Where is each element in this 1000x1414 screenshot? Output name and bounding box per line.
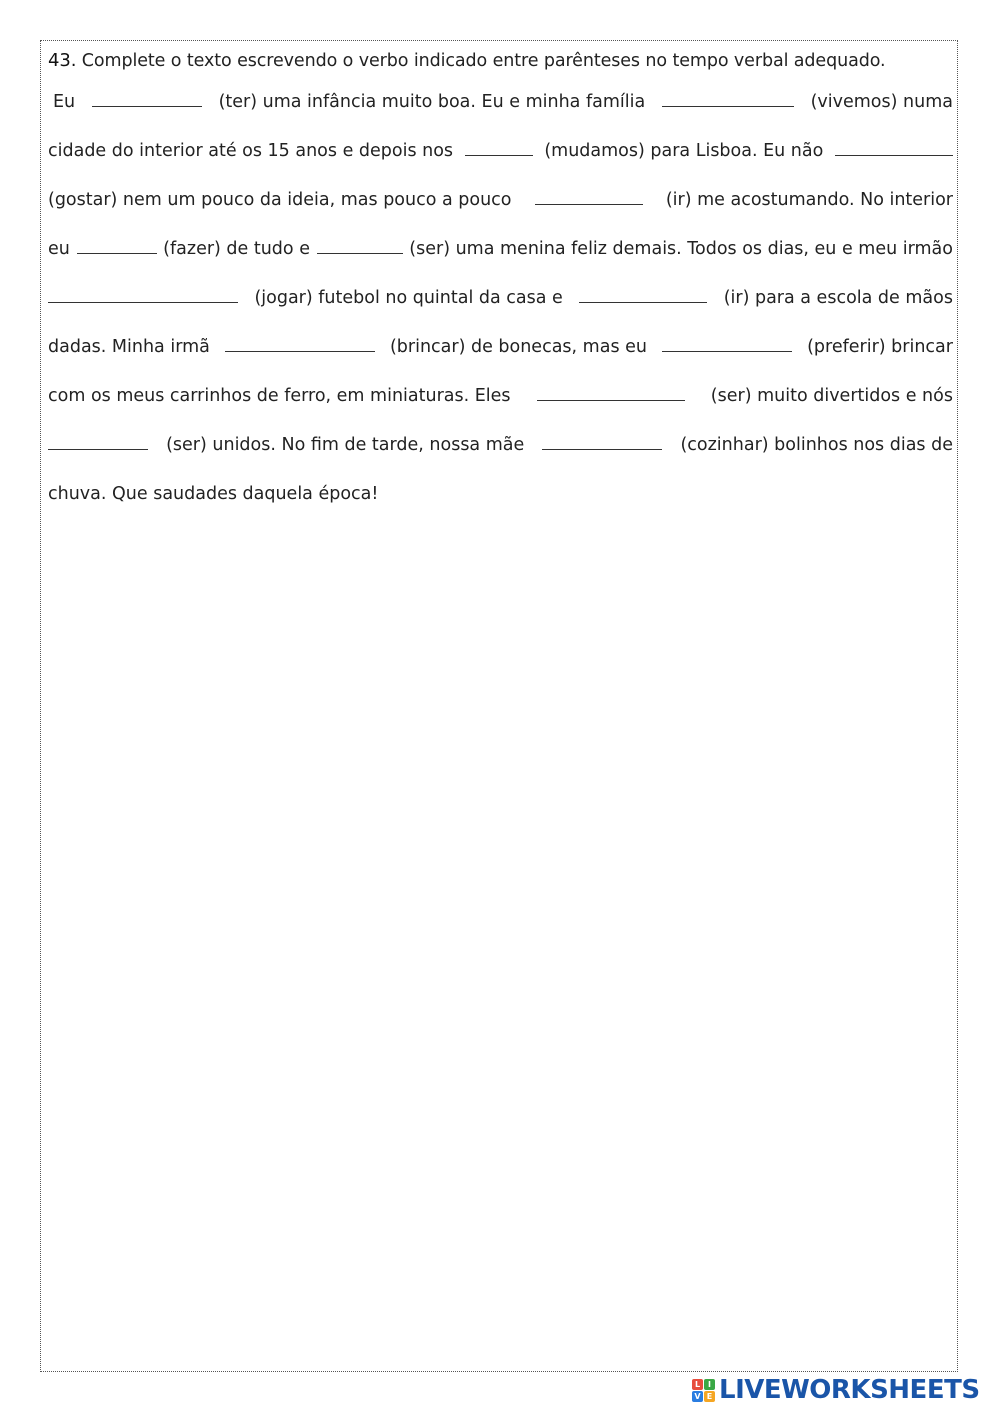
answer-blank[interactable] bbox=[662, 88, 794, 107]
line-text: Eu bbox=[53, 92, 76, 112]
line-text: (cozinhar) bolinhos nos dias de bbox=[680, 435, 953, 455]
line-text: (fazer) de tudo e bbox=[163, 239, 310, 259]
line-text: (ser) uma menina feliz demais. Todos os dias, eu e meu irmão bbox=[409, 239, 953, 259]
line-text: cidade do interior até os 15 anos e depois nos bbox=[48, 141, 454, 161]
line-text: (mudamos) para Lisboa. Eu não bbox=[544, 141, 824, 161]
logo-badge-icon bbox=[692, 1379, 715, 1402]
exercise-number: 43. bbox=[48, 50, 77, 71]
line-text: eu bbox=[48, 239, 70, 259]
text-line-7 bbox=[48, 382, 953, 408]
logo-text: LIVEWORKSHEETS bbox=[719, 1375, 980, 1405]
answer-blank[interactable] bbox=[225, 333, 375, 352]
answer-blank[interactable] bbox=[542, 431, 662, 450]
line-text: chuva. Que saudades daquela época! bbox=[48, 484, 379, 504]
answer-blank[interactable] bbox=[662, 333, 792, 352]
answer-blank[interactable] bbox=[48, 431, 148, 450]
text-line-3 bbox=[48, 186, 953, 212]
line-text: (gostar) nem um pouco da ideia, mas pouco a pouco bbox=[48, 190, 512, 210]
answer-blank[interactable] bbox=[48, 284, 238, 303]
line-text: dadas. Minha irmã bbox=[48, 337, 210, 357]
logo-badge-letter: I bbox=[704, 1379, 715, 1390]
exercise-instruction bbox=[48, 48, 953, 74]
line-text: (preferir) brincar bbox=[807, 337, 953, 357]
logo-badge-letter: E bbox=[704, 1391, 715, 1402]
answer-blank[interactable] bbox=[465, 137, 533, 156]
answer-blank[interactable] bbox=[317, 235, 403, 254]
line-text: (brincar) de bonecas, mas eu bbox=[389, 337, 647, 357]
answer-blank[interactable] bbox=[537, 382, 685, 401]
text-line-9 bbox=[48, 481, 953, 507]
line-text: (vivemos) numa bbox=[810, 92, 953, 112]
line-text: (ser) muito divertidos e nós bbox=[710, 386, 953, 406]
text-line-4 bbox=[48, 235, 953, 261]
text-line-8 bbox=[48, 431, 953, 457]
line-text: com os meus carrinhos de ferro, em miniaturas. Eles bbox=[48, 386, 511, 406]
text-line-5 bbox=[48, 284, 953, 310]
logo-badge-letter: V bbox=[692, 1391, 703, 1402]
line-text: (ser) unidos. No fim de tarde, nossa mãe bbox=[166, 435, 525, 455]
liveworksheets-logo[interactable] bbox=[692, 1375, 980, 1405]
line-text: (jogar) futebol no quintal da casa e bbox=[254, 288, 563, 308]
text-line-6 bbox=[48, 333, 953, 359]
line-text: (ir) para a escola de mãos bbox=[723, 288, 953, 308]
text-line-2 bbox=[48, 137, 953, 163]
answer-blank[interactable] bbox=[579, 284, 707, 303]
text-line-1 bbox=[48, 88, 953, 114]
answer-blank[interactable] bbox=[835, 137, 953, 156]
line-text: (ter) uma infância muito boa. Eu e minha família bbox=[218, 92, 646, 112]
answer-blank[interactable] bbox=[77, 235, 157, 254]
instruction-text: Complete o texto escrevendo o verbo indicado entre parênteses no tempo verbal adequado. bbox=[81, 51, 886, 71]
logo-badge-letter: L bbox=[692, 1379, 703, 1390]
line-text: (ir) me acostumando. No interior bbox=[665, 190, 953, 210]
answer-blank[interactable] bbox=[92, 88, 202, 107]
answer-blank[interactable] bbox=[535, 186, 643, 205]
